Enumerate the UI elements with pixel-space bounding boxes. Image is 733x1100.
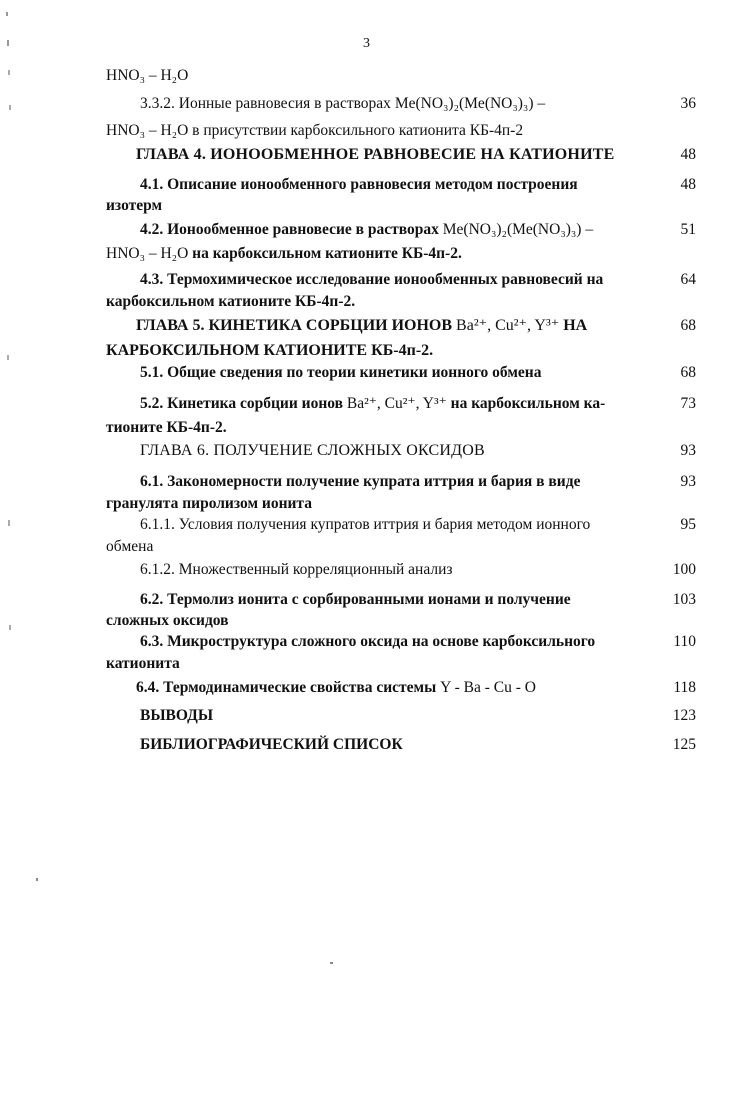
toc-entry-5-2-line2: тионите КБ-4п-2. <box>106 419 227 436</box>
toc-conclusions: ВЫВОДЫ <box>140 707 214 724</box>
toc-page-number: 103 <box>672 591 696 608</box>
chem-formula: Y - Ba - Cu - O <box>440 679 536 696</box>
scan-speck <box>330 962 333 964</box>
toc-entry-6-4 <box>136 678 536 698</box>
toc-entry-text: ГЛАВА 5. КИНЕТИКА СОРБЦИИ ИОНОВ <box>136 317 457 334</box>
toc-chapter-5-line1 <box>136 316 587 336</box>
scan-speck <box>6 12 8 16</box>
toc-entry-4-3-line2: карбоксильном катионите КБ-4п-2. <box>106 293 356 310</box>
toc-chapter-5-line2: КАРБОКСИЛЬНОМ КАТИОНИТЕ КБ-4п-2. <box>106 342 434 359</box>
toc-page-number: 48 <box>680 176 696 193</box>
toc-page-number: 110 <box>673 633 696 650</box>
toc-entry-3-3-2-line2 <box>106 121 523 141</box>
scan-speck <box>36 878 38 881</box>
chem-formula: HNO₃ – H₂O <box>106 122 189 139</box>
toc-page-number: 123 <box>672 707 696 724</box>
toc-entry-6-2-line2: сложных оксидов <box>106 612 229 629</box>
toc-entry-6-2-line1: 6.2. Термолиз ионита с сорбированными ионами и получение <box>140 591 571 608</box>
toc-entry-5-2-line1 <box>140 394 605 414</box>
toc-entry-3-3-2-line1 <box>140 94 545 114</box>
toc-entry-text: НА <box>559 317 588 334</box>
toc-entry-text: 6.4. Термодинамические свойства системы <box>136 679 441 696</box>
scan-speck <box>7 40 9 46</box>
toc-page-number: 95 <box>680 516 696 533</box>
toc-entry-text: на карбоксильном ка- <box>446 395 606 412</box>
toc-entry-text: на карбоксильном катионите КБ-4п-2. <box>188 245 462 262</box>
ion-list: Ba²⁺, Cu²⁺, Y³⁺ <box>456 317 560 334</box>
toc-page-number: 51 <box>680 221 696 238</box>
scan-speck <box>7 355 9 360</box>
toc-entry-6-1-1-line2: обмена <box>106 538 154 555</box>
toc-entry-text: 4.2. Ионообменное равновесие в растворах <box>140 221 443 238</box>
toc-entry-text: 3.3.2. Ионные равновесия в растворах <box>140 95 395 112</box>
toc-entry-6-1-line2: гранулята пиролизом ионита <box>106 495 312 512</box>
page-number: 3 <box>363 36 370 51</box>
scan-speck <box>8 70 10 75</box>
toc-entry-text: в присутствии карбоксильного катионита КБ-4п-2 <box>188 122 524 139</box>
toc-entry-6-3-line2: катионита <box>106 655 180 672</box>
toc-page-number: 93 <box>680 442 696 459</box>
toc-chapter-4: ГЛАВА 4. ИОНООБМЕННОЕ РАВНОВЕСИЕ НА КАТИОНИТЕ <box>136 146 615 163</box>
toc-page-number: 100 <box>672 561 696 578</box>
toc-page-number: 48 <box>680 146 696 163</box>
toc-page-number: 68 <box>680 364 696 381</box>
toc-entry-6-1-2: 6.1.2. Множественный корреляционный анализ <box>140 561 453 578</box>
toc-entry-4-2-line1 <box>140 220 593 240</box>
toc-entry-5-1: 5.1. Общие сведения по теории кинетики ионного обмена <box>140 364 542 381</box>
toc-entry-text: 5.2. Кинетика сорбции ионов <box>140 395 347 412</box>
toc-chapter-6: ГЛАВА 6. ПОЛУЧЕНИЕ СЛОЖНЫХ ОКСИДОВ <box>140 442 485 459</box>
toc-page-number: 68 <box>680 317 696 334</box>
toc-page-number: 64 <box>680 271 696 288</box>
toc-entry-6-3-line1: 6.3. Микроструктура сложного оксида на основе карбоксильного <box>140 633 596 650</box>
toc-continuation-formula: HNO₃ – H₂O <box>106 67 189 84</box>
scan-speck <box>8 520 10 526</box>
toc-entry-4-2-line2 <box>106 244 462 264</box>
toc-entry-4-1-line1: 4.1. Описание ионообменного равновесия методом построения <box>140 176 578 193</box>
toc-page-number: 36 <box>680 95 696 112</box>
toc-entry-6-1-1-line1: 6.1.1. Условия получения купратов иттрия и бария методом ионного <box>140 516 591 533</box>
chem-formula: Me(NO₃)₂(Me(NO₃)₃) – <box>442 221 594 238</box>
ion-list: Ba²⁺, Cu²⁺, Y³⁺ <box>346 395 447 412</box>
chem-formula: Me(NO₃)₂(Me(NO₃)₃) – <box>394 95 546 112</box>
chem-formula: HNO₃ – H₂O <box>106 245 189 262</box>
toc-page-number: 125 <box>672 736 696 753</box>
scan-speck <box>9 105 11 110</box>
toc-entry-4-1-line2: изотерм <box>106 197 163 214</box>
toc-page-number: 73 <box>680 395 696 412</box>
scan-speck <box>9 625 11 630</box>
toc-entry-6-1-line1: 6.1. Закономерности получение купрата иттрия и бария в виде <box>140 473 581 490</box>
toc-entry-4-3-line1: 4.3. Термохимическое исследование ионообменных равновесий на <box>140 271 604 288</box>
toc-page-number: 93 <box>680 473 696 490</box>
toc-bibliography: БИБЛИОГРАФИЧЕСКИЙ СПИСОК <box>140 736 403 753</box>
toc-page-number: 118 <box>673 679 696 696</box>
